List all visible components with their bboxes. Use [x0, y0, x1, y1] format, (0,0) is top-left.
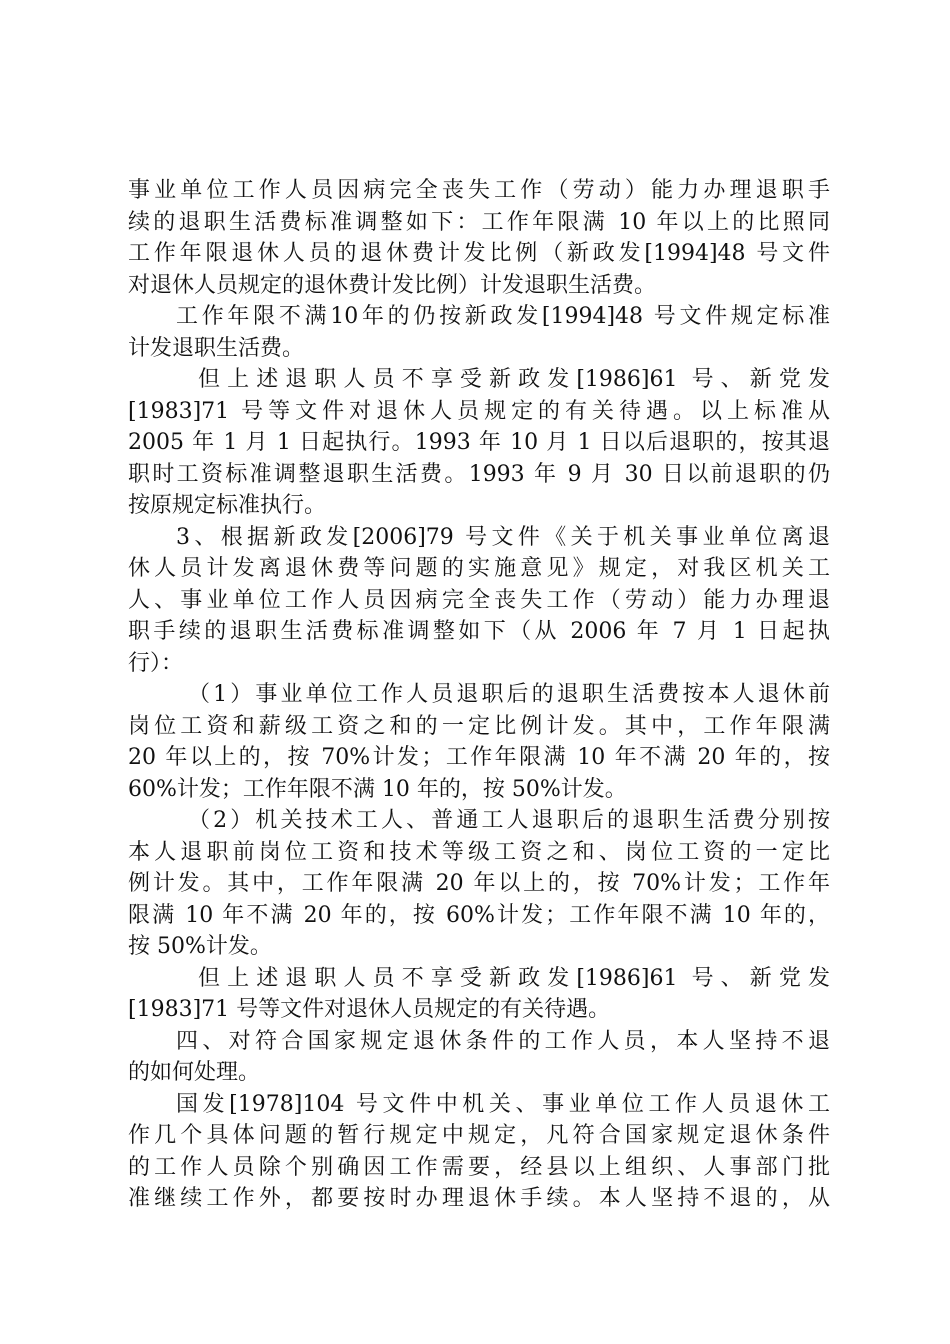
text-line: 限满 10 年不满 20 年的，按 60%计发；工作年限不满 10 年的，	[128, 902, 830, 928]
text-line: 本人退职前岗位工资和技术等级工资之和、岗位工资的一定比	[128, 839, 830, 865]
text-line: 的如何处理。	[128, 1060, 261, 1085]
text-line: 岗位工资和薪级工资之和的一定比例计发。其中，工作年限满	[128, 713, 830, 739]
text-line: 作几个具体问题的暂行规定中规定，凡符合国家规定退休条件	[128, 1123, 830, 1148]
text-line: 四、对符合国家规定退休条件的工作人员，本人坚持不退	[176, 1028, 830, 1054]
text-line: （1）事业单位工作人员退职后的退职生活费按本人退休前	[188, 682, 830, 707]
text-line: [1983]71 号等文件对退休人员规定的有关待遇。	[128, 997, 611, 1022]
text-line: 例计发。其中，工作年限满 20 年以上的，按 70%计发；工作年	[128, 871, 830, 896]
text-line: 职手续的退职生活费标准调整如下（从 2006 年 7 月 1 日起执	[128, 619, 830, 644]
document-body	[128, 175, 830, 1215]
text-line: 工作年限退休人员的退休费计发比例（新政发[1994]48 号文件	[128, 241, 830, 266]
text-line: 休人员计发离退休费等问题的实施意见》规定，对我区机关工	[128, 556, 830, 581]
text-line: 3、根据新政发[2006]79 号文件《关于机关事业单位离退	[176, 524, 830, 550]
text-line: 计发退职生活费。	[128, 335, 305, 361]
text-line: 行）：	[128, 650, 184, 676]
text-line: 按 50%计发。	[128, 934, 272, 959]
text-line: 准继续工作外，都要按时办理退休手续。本人坚持不退的，从	[128, 1186, 830, 1211]
text-line: 20 年以上的，按 70%计发；工作年限满 10 年不满 20 年的，按	[128, 745, 830, 770]
text-line: 续的退职生活费标准调整如下：工作年限满 10 年以上的比照同	[128, 209, 830, 235]
text-line: 事业单位工作人员因病完全丧失工作（劳动）能力办理退职手	[128, 178, 830, 203]
text-line: 工作年限不满10年的仍按新政发[1994]48 号文件规定标准	[176, 304, 830, 329]
text-line: 2005 年 1 月 1 日起执行。1993 年 10 月 1 日以后退职的，按其退	[128, 430, 830, 455]
text-line: 的工作人员除个别确因工作需要，经县以上组织、人事部门批	[128, 1154, 830, 1180]
text-line: 对退休人员规定的退休费计发比例）计发退职生活费。	[128, 272, 657, 298]
text-line: 职时工资标准调整退职生活费。1993 年 9 月 30 日以前退职的仍	[128, 461, 830, 487]
text-line: 但上述退职人员不享受新政发[1986]61 号、新党发	[198, 367, 830, 392]
text-line: 但上述退职人员不享受新政发[1986]61 号、新党发	[198, 965, 830, 991]
text-line: 按原规定标准执行。	[128, 493, 327, 518]
text-line: 国发[1978]104 号文件中机关、事业单位工作人员退休工	[176, 1091, 830, 1117]
text-line: 60%计发；工作年限不满 10 年的，按 50%计发。	[128, 776, 627, 802]
text-line: [1983]71 号等文件对退休人员规定的有关待遇。以上标准从	[128, 398, 830, 424]
text-line: 人、事业单位工作人员因病完全丧失工作（劳动）能力办理退	[128, 587, 830, 613]
text-line: （2）机关技术工人、普通工人退职后的退职生活费分别按	[188, 808, 830, 833]
